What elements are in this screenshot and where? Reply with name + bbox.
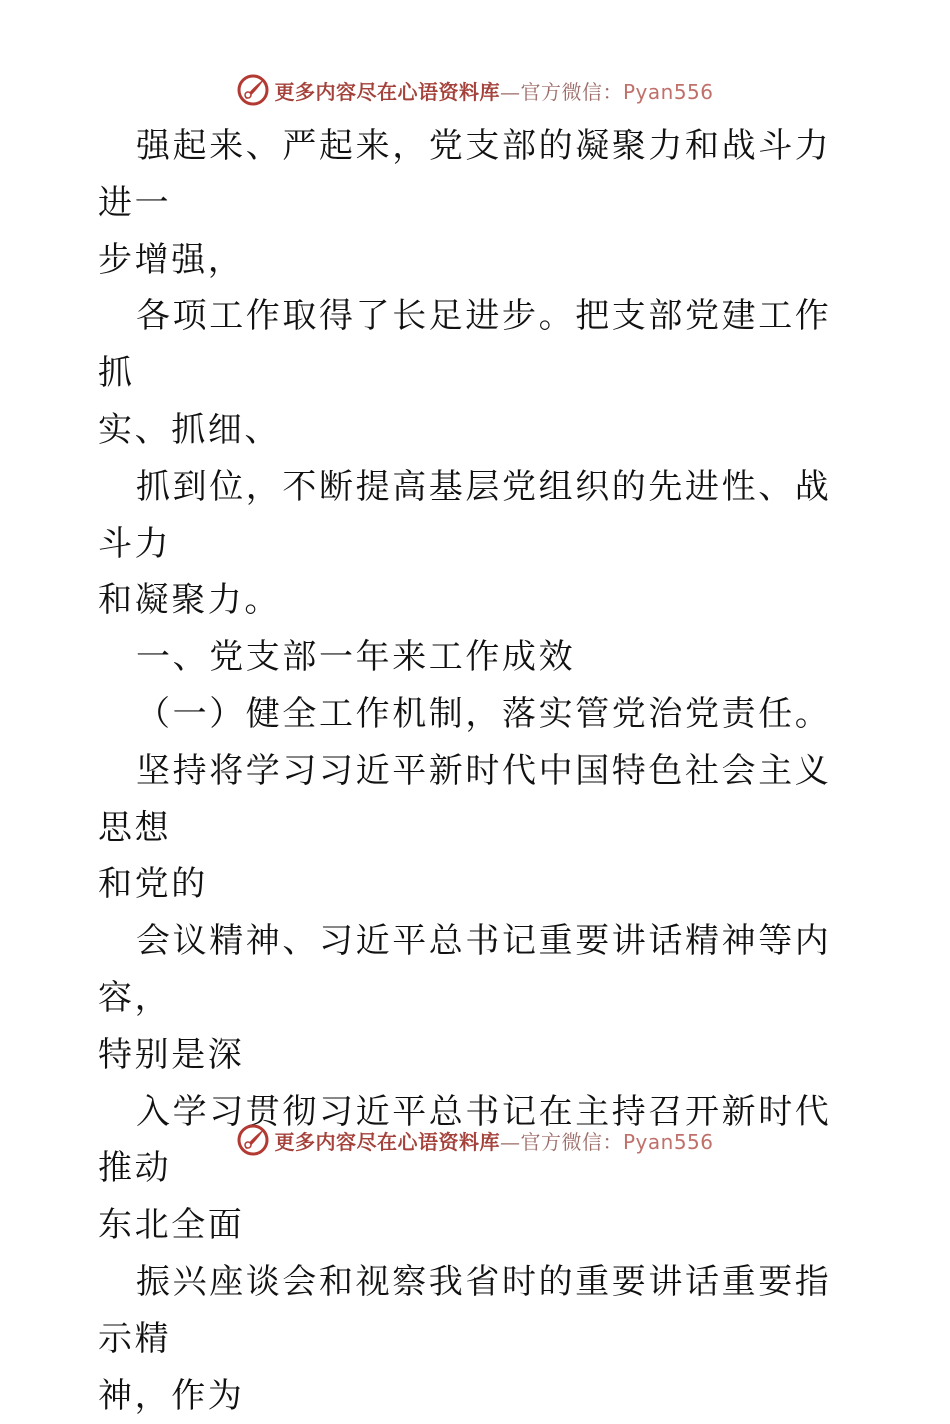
body-line: 振兴座谈会和视察我省时的重要讲话重要指示精	[98, 1261, 832, 1359]
body-line: 强起来、严起来，党支部的凝聚力和战斗力进一	[98, 126, 832, 223]
banner-brand: 更多内容尽在心语资料库	[274, 1129, 500, 1154]
body-line: 抓到位，不断提高基层党组织的先进性、战斗力	[98, 466, 832, 564]
body-line: 实、抓细、	[98, 409, 281, 450]
section-heading: 一、党支部一年来工作成效	[136, 637, 576, 678]
body-line: 东北全面	[98, 1205, 245, 1246]
feather-pen-logo-icon	[236, 1123, 270, 1157]
body-line: 和党的	[98, 864, 208, 905]
banner-wechat-id: Pyan556	[622, 1129, 714, 1154]
feather-pen-logo-icon	[236, 73, 270, 107]
body-line: 会议精神、习近平总书记重要讲话精神等内容，	[98, 921, 832, 1018]
body-line: 和凝聚力。	[98, 580, 281, 621]
document-body	[98, 118, 858, 1424]
header-banner	[0, 70, 950, 110]
body-line: 步增强，	[98, 239, 245, 280]
body-line: 特别是深	[98, 1034, 245, 1075]
banner-text	[274, 1126, 713, 1155]
body-line: 神，作为	[98, 1375, 245, 1416]
body-line: 各项工作取得了长足进步。把支部党建工作抓	[98, 296, 832, 394]
body-line: 坚持将学习习近平新时代中国特色社会主义思想	[98, 750, 832, 848]
banner-wechat-label: —官方微信：	[499, 79, 623, 104]
footer-banner	[0, 1120, 950, 1160]
body-line: 入学习贯彻习近平总书记在主持召开新时代推动	[98, 1091, 832, 1189]
banner-wechat-label: —官方微信：	[499, 1129, 623, 1154]
subsection-heading: （一）健全工作机制，落实管党治党责任。	[136, 693, 832, 734]
banner-text	[274, 76, 713, 105]
banner-wechat-id: Pyan556	[622, 79, 714, 104]
banner-brand: 更多内容尽在心语资料库	[274, 79, 500, 104]
